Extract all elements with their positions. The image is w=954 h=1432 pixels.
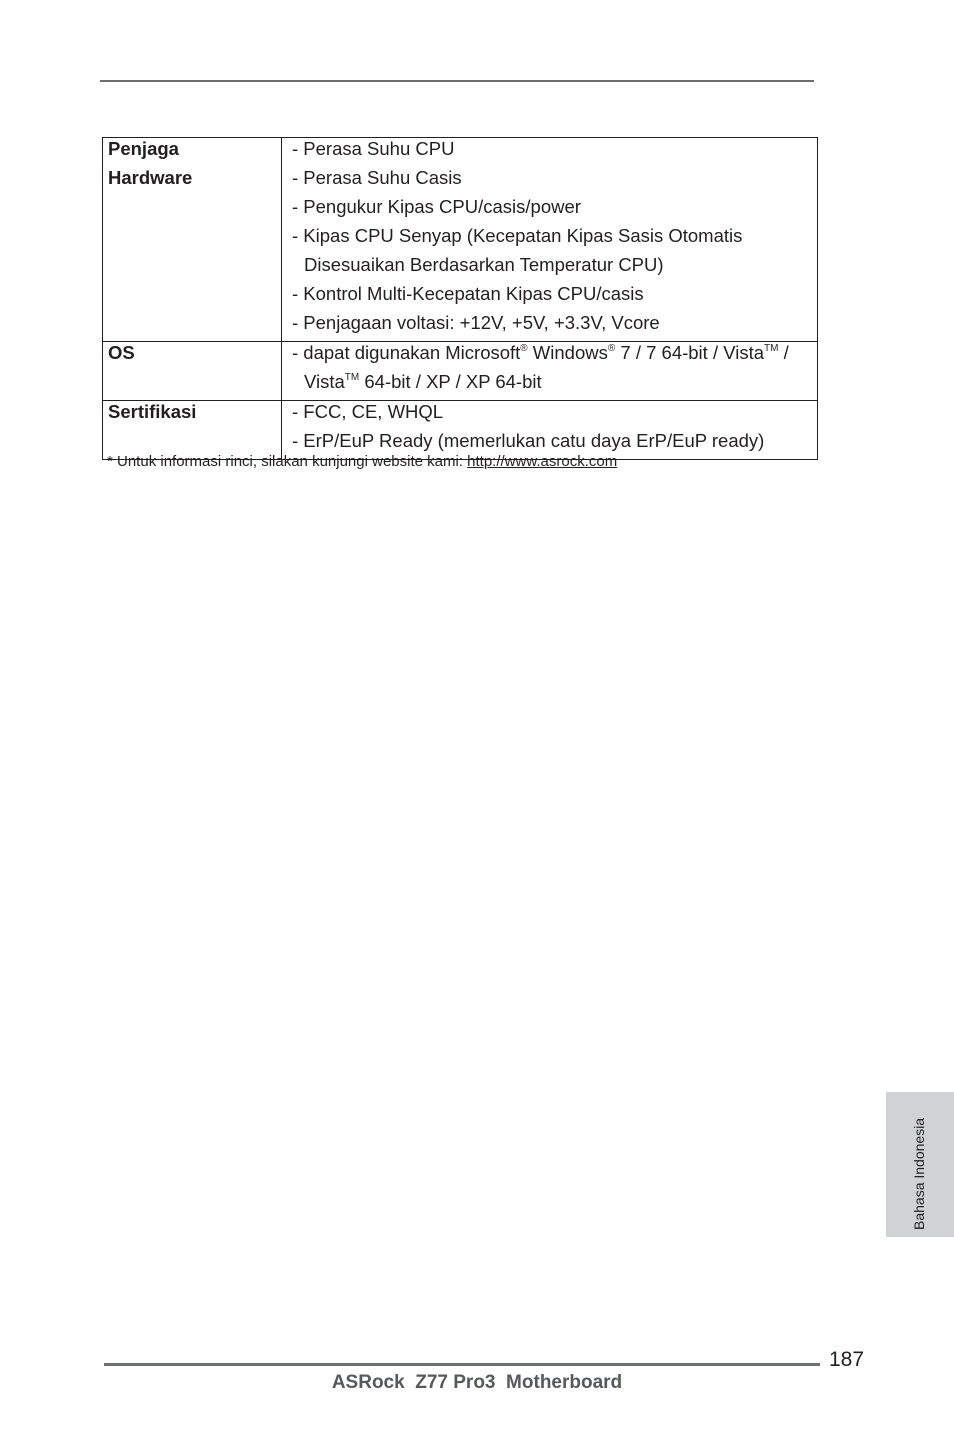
os-text: Vista [304,371,345,392]
value-line: - ErP/EuP Ready (memerlukan catu daya ErP/EuP ready) [292,430,765,451]
registered-mark: ® [607,343,616,354]
row-values [282,138,818,342]
value-line: - Perasa Suhu CPU [292,138,455,159]
footer-title: ASRock Z77 Pro3 Motherboard [331,1372,623,1393]
row-label [103,342,282,401]
footnote-text: * Untuk informasi rinci, silakan kunjungi website kami: [107,453,468,470]
value-line [292,338,817,367]
language-side-tab-label: Bahasa Indonesia [911,1117,927,1230]
registered-mark: ® [520,343,528,354]
row-label [103,138,282,342]
value-line [292,367,817,396]
asrock-website-link[interactable]: http://www.asrock.com [467,453,618,470]
page-number: 187 [829,1348,865,1371]
row-values [282,401,818,460]
os-text: - dapat digunakan Microsoft [292,342,521,363]
os-text: 64-bit / XP / XP 64-bit [359,371,542,392]
row-label [103,401,282,460]
spec-table [102,137,818,460]
value-line: Disesuaikan Berdasarkan Temperatur CPU) [304,254,664,275]
footer-rule [104,1363,820,1366]
table-row [103,342,818,401]
footnote [107,453,617,470]
row-values [282,342,818,401]
value-line: - Pengukur Kipas CPU/casis/power [292,196,581,217]
trademark-mark: TM [764,343,779,354]
row-label-line: OS [108,342,135,363]
os-text: Windows [527,342,608,363]
os-text: 7 / 7 64-bit / Vista [615,342,765,363]
header-rule [100,80,814,82]
row-label-line: Sertifikasi [108,401,197,422]
value-line: - Penjagaan voltasi: +12V, +5V, +3.3V, Vcore [292,312,660,333]
row-label-line: Hardware [108,167,193,188]
table-row [103,138,818,342]
row-label-line: Penjaga [108,138,179,159]
trademark-mark: TM [344,372,360,383]
value-line: - FCC, CE, WHQL [292,401,444,422]
table-row [103,401,818,460]
os-text: / [778,342,789,363]
value-line: - Kontrol Multi-Kecepatan Kipas CPU/casis [292,283,644,304]
value-line: - Kipas CPU Senyap (Kecepatan Kipas Sasis Otomatis [292,225,743,246]
value-line: - Perasa Suhu Casis [292,167,462,188]
